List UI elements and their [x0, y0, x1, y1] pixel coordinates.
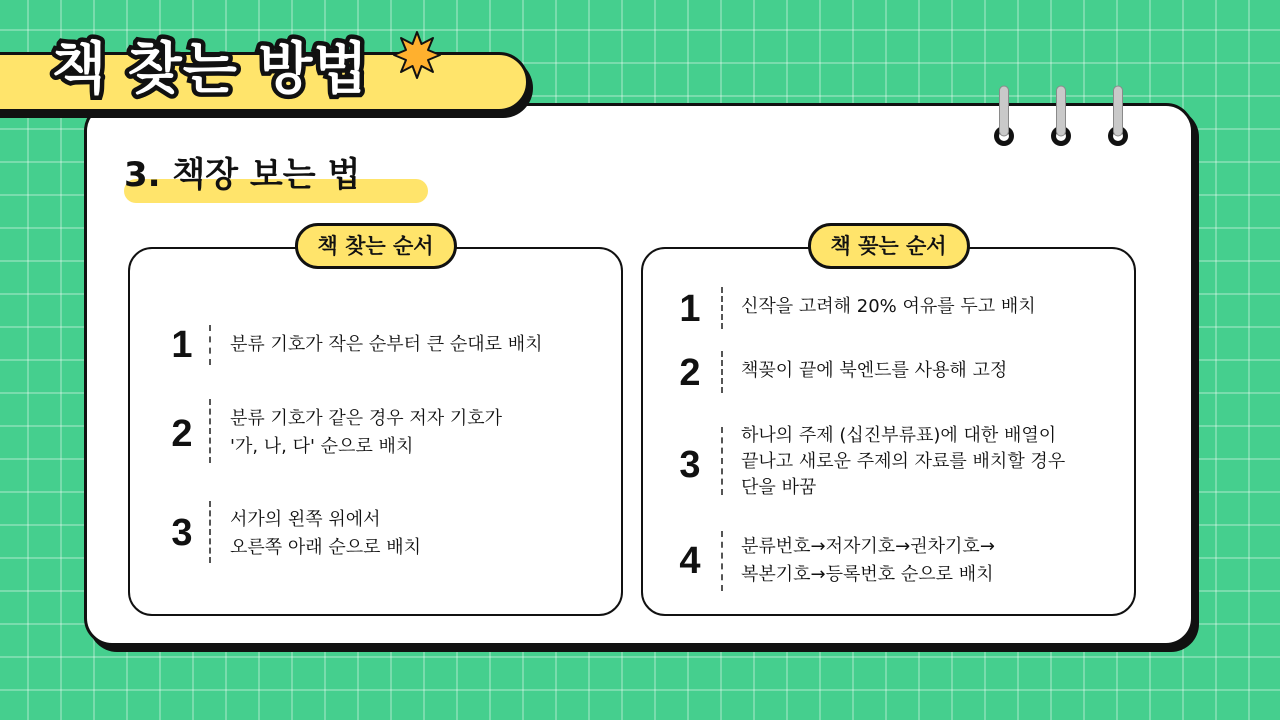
shelve-order-label: 책 꽂는 순서: [807, 223, 969, 269]
step-text: 분류 기호가 같은 경우 저자 기호가 '가, 나, 다' 순으로 배치: [230, 408, 503, 457]
step-number: 3: [679, 444, 701, 486]
step-divider: [721, 351, 723, 393]
section-title: 3. 책장 보는 법: [124, 155, 361, 195]
binder-ring-icon: [991, 84, 1017, 150]
binder-ring-icon: [1048, 84, 1074, 150]
step-number: 3: [171, 512, 193, 554]
step-number: 2: [171, 413, 193, 455]
step-divider: [721, 531, 723, 591]
shelve-order-card: [641, 234, 1136, 616]
step-divider: [721, 287, 723, 329]
step-number: 4: [679, 540, 701, 582]
step-number: 2: [679, 352, 701, 394]
step-number: 1: [171, 324, 193, 366]
step-divider: [721, 427, 723, 495]
step-number: 1: [679, 288, 701, 330]
step-text: 서가의 왼쪽 위에서 오른쪽 아래 순으로 배치: [230, 509, 422, 558]
step-text: 분류번호→저자기호→권차기호→ 복본기호→등록번호 순으로 배치: [741, 536, 995, 585]
step-text: 신작을 고려해 20% 여유를 두고 배치: [741, 296, 1036, 317]
page-title: 책 찾는 방법: [52, 37, 369, 102]
find-order-label: 책 찾는 순서: [294, 223, 456, 269]
step-divider: [209, 501, 211, 563]
binder-ring-icon: [1105, 84, 1131, 150]
step-text: 책꽂이 끝에 북엔드를 사용해 고정: [741, 360, 1008, 381]
star-burst-icon: [392, 30, 442, 80]
step-text: 분류 기호가 작은 순부터 큰 순대로 배치: [230, 334, 543, 355]
find-order-card: [128, 234, 623, 616]
step-divider: [209, 325, 211, 365]
step-divider: [209, 399, 211, 463]
step-text: 하나의 주제 (십진부류표)에 대한 배열이 끝나고 새로운 주제의 자료를 배치할 경우 단을 바꿈: [741, 425, 1066, 498]
